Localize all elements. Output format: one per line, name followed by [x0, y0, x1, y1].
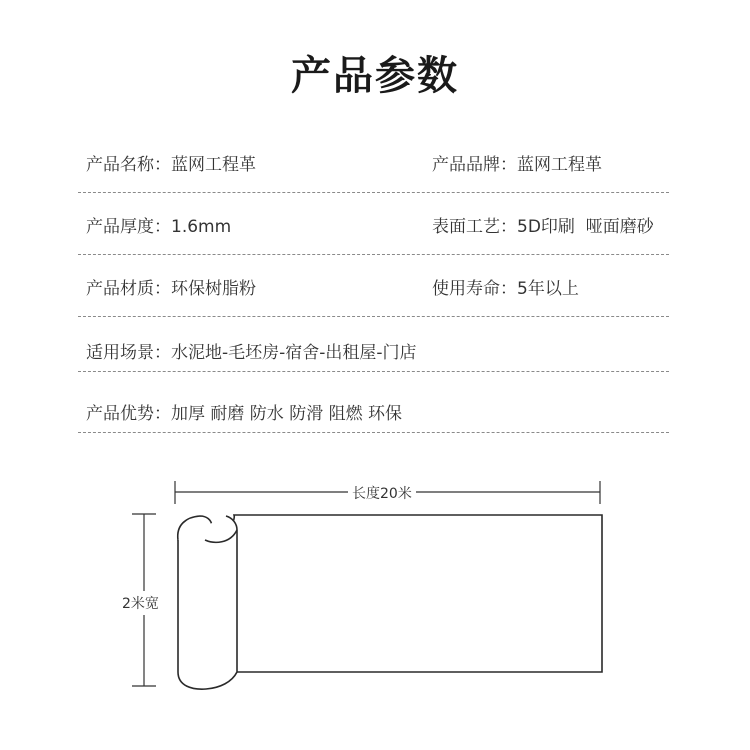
spec-value: 5年以上	[517, 279, 579, 299]
spec-label: 产品厚度：	[86, 217, 171, 237]
spec-value: 环保树脂粉	[171, 279, 256, 299]
page-title: 产品参数	[291, 53, 459, 99]
spec-label: 产品品牌：	[432, 155, 517, 175]
spec-label: 适用场景：	[86, 343, 171, 363]
spec-label: 产品名称：	[86, 155, 171, 175]
spec-value: 5D印刷 哑面磨砂	[517, 217, 654, 237]
spec-value: 水泥地-毛坯房-宿舍-出租屋-门店	[171, 343, 417, 363]
flooring-roll-outline	[178, 515, 602, 689]
spec-value: 加厚 耐磨 防水 防滑 阻燃 环保	[171, 404, 403, 424]
length-label: 长度20米	[348, 483, 416, 503]
spec-label: 表面工艺：	[432, 217, 517, 237]
spec-value: 1.6mm	[171, 217, 232, 237]
spec-label: 产品材质：	[86, 279, 171, 299]
spec-label: 产品优势：	[86, 404, 171, 424]
spec-label: 使用寿命：	[432, 279, 517, 299]
width-label: 2米宽	[122, 591, 159, 615]
spec-value: 蓝网工程革	[171, 155, 256, 175]
spec-value: 蓝网工程革	[517, 155, 602, 175]
